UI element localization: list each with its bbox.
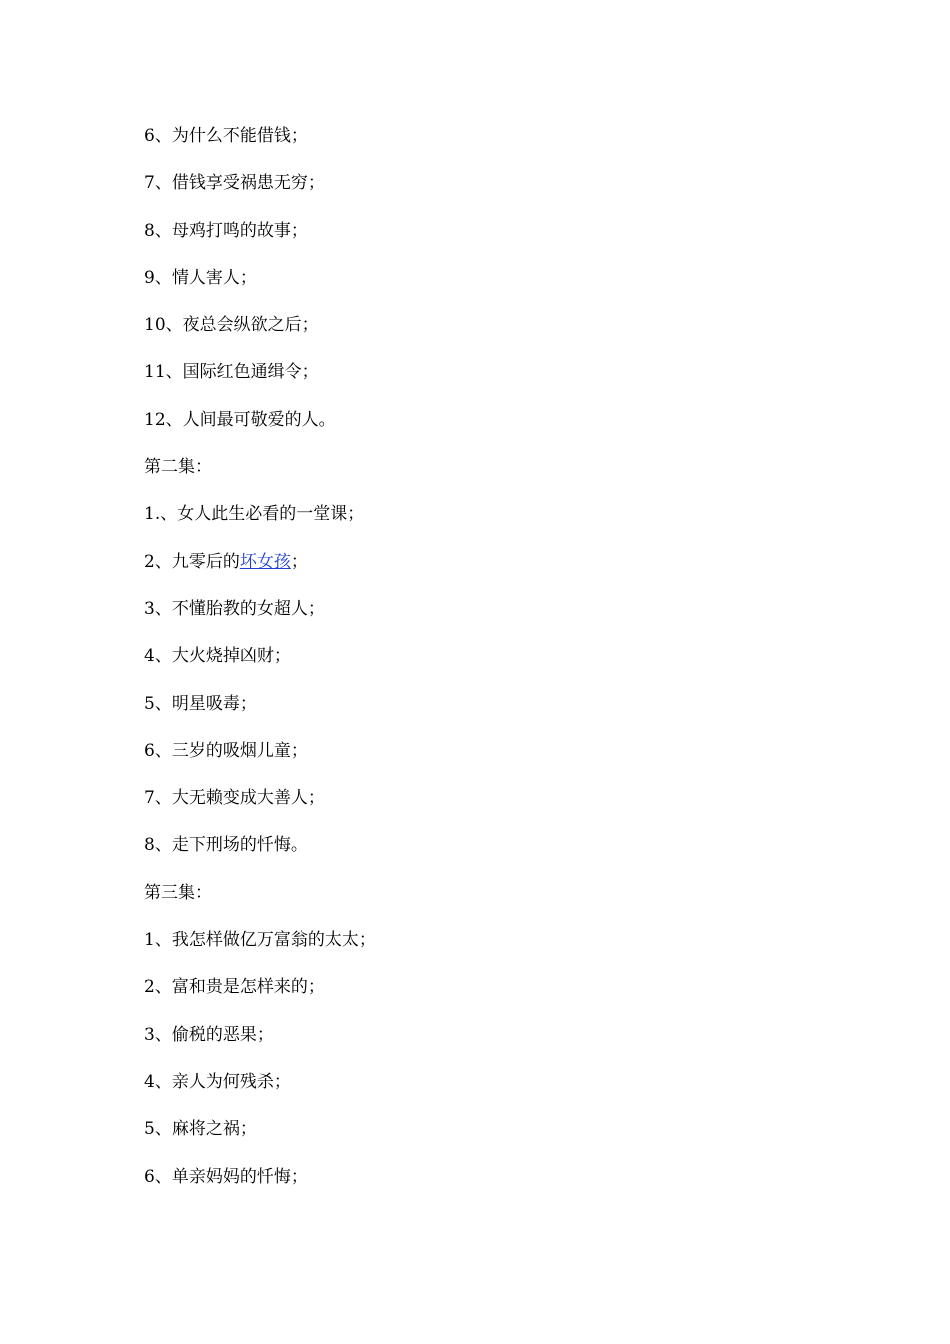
list-item: 6、单亲妈妈的忏悔； [144,1166,308,1187]
list-item: 5、麻将之祸； [144,1119,257,1140]
list-item-with-link [144,545,844,592]
section-heading-episode-3: 第三集： [144,882,212,903]
list-item-text: 2、九零后的 [144,551,240,572]
list-item-text: ； [290,551,308,572]
list-item: 4、亲人为何残杀； [144,1071,291,1092]
bad-girl-link[interactable]: 坏女孩 [239,551,291,572]
list-item: 1、我怎样做亿万富翁的太太； [144,930,376,951]
list-item: 8、走下刑场的忏悔。 [144,835,308,856]
list-item: 6、三岁的吸烟儿童； [144,740,308,761]
list-item: 2、富和贵是怎样来的； [144,977,325,998]
document-body [144,119,844,1207]
list-item: 12、人间最可敬爱的人。 [144,409,336,430]
list-item: 10、夜总会纵欲之后； [144,315,319,336]
list-item: 3、偷税的恶果； [144,1024,274,1045]
list-item: 7、借钱享受祸患无穷； [144,173,325,194]
list-item: 9、情人害人； [144,267,257,288]
list-item: 7、大无赖变成大善人； [144,788,325,809]
list-item: 8、母鸡打鸣的故事； [144,220,308,241]
list-item: 1.、女人此生必看的一堂课； [144,504,365,525]
list-item: 6、为什么不能借钱； [144,126,308,146]
list-item: 5、明星吸毒； [144,693,257,714]
section-heading-episode-2: 第二集： [144,457,212,478]
list-item: 3、不懂胎教的女超人； [144,598,325,619]
list-item: 4、大火烧掉凶财； [144,646,291,667]
list-item: 11、国际红色通缉令； [144,362,319,383]
